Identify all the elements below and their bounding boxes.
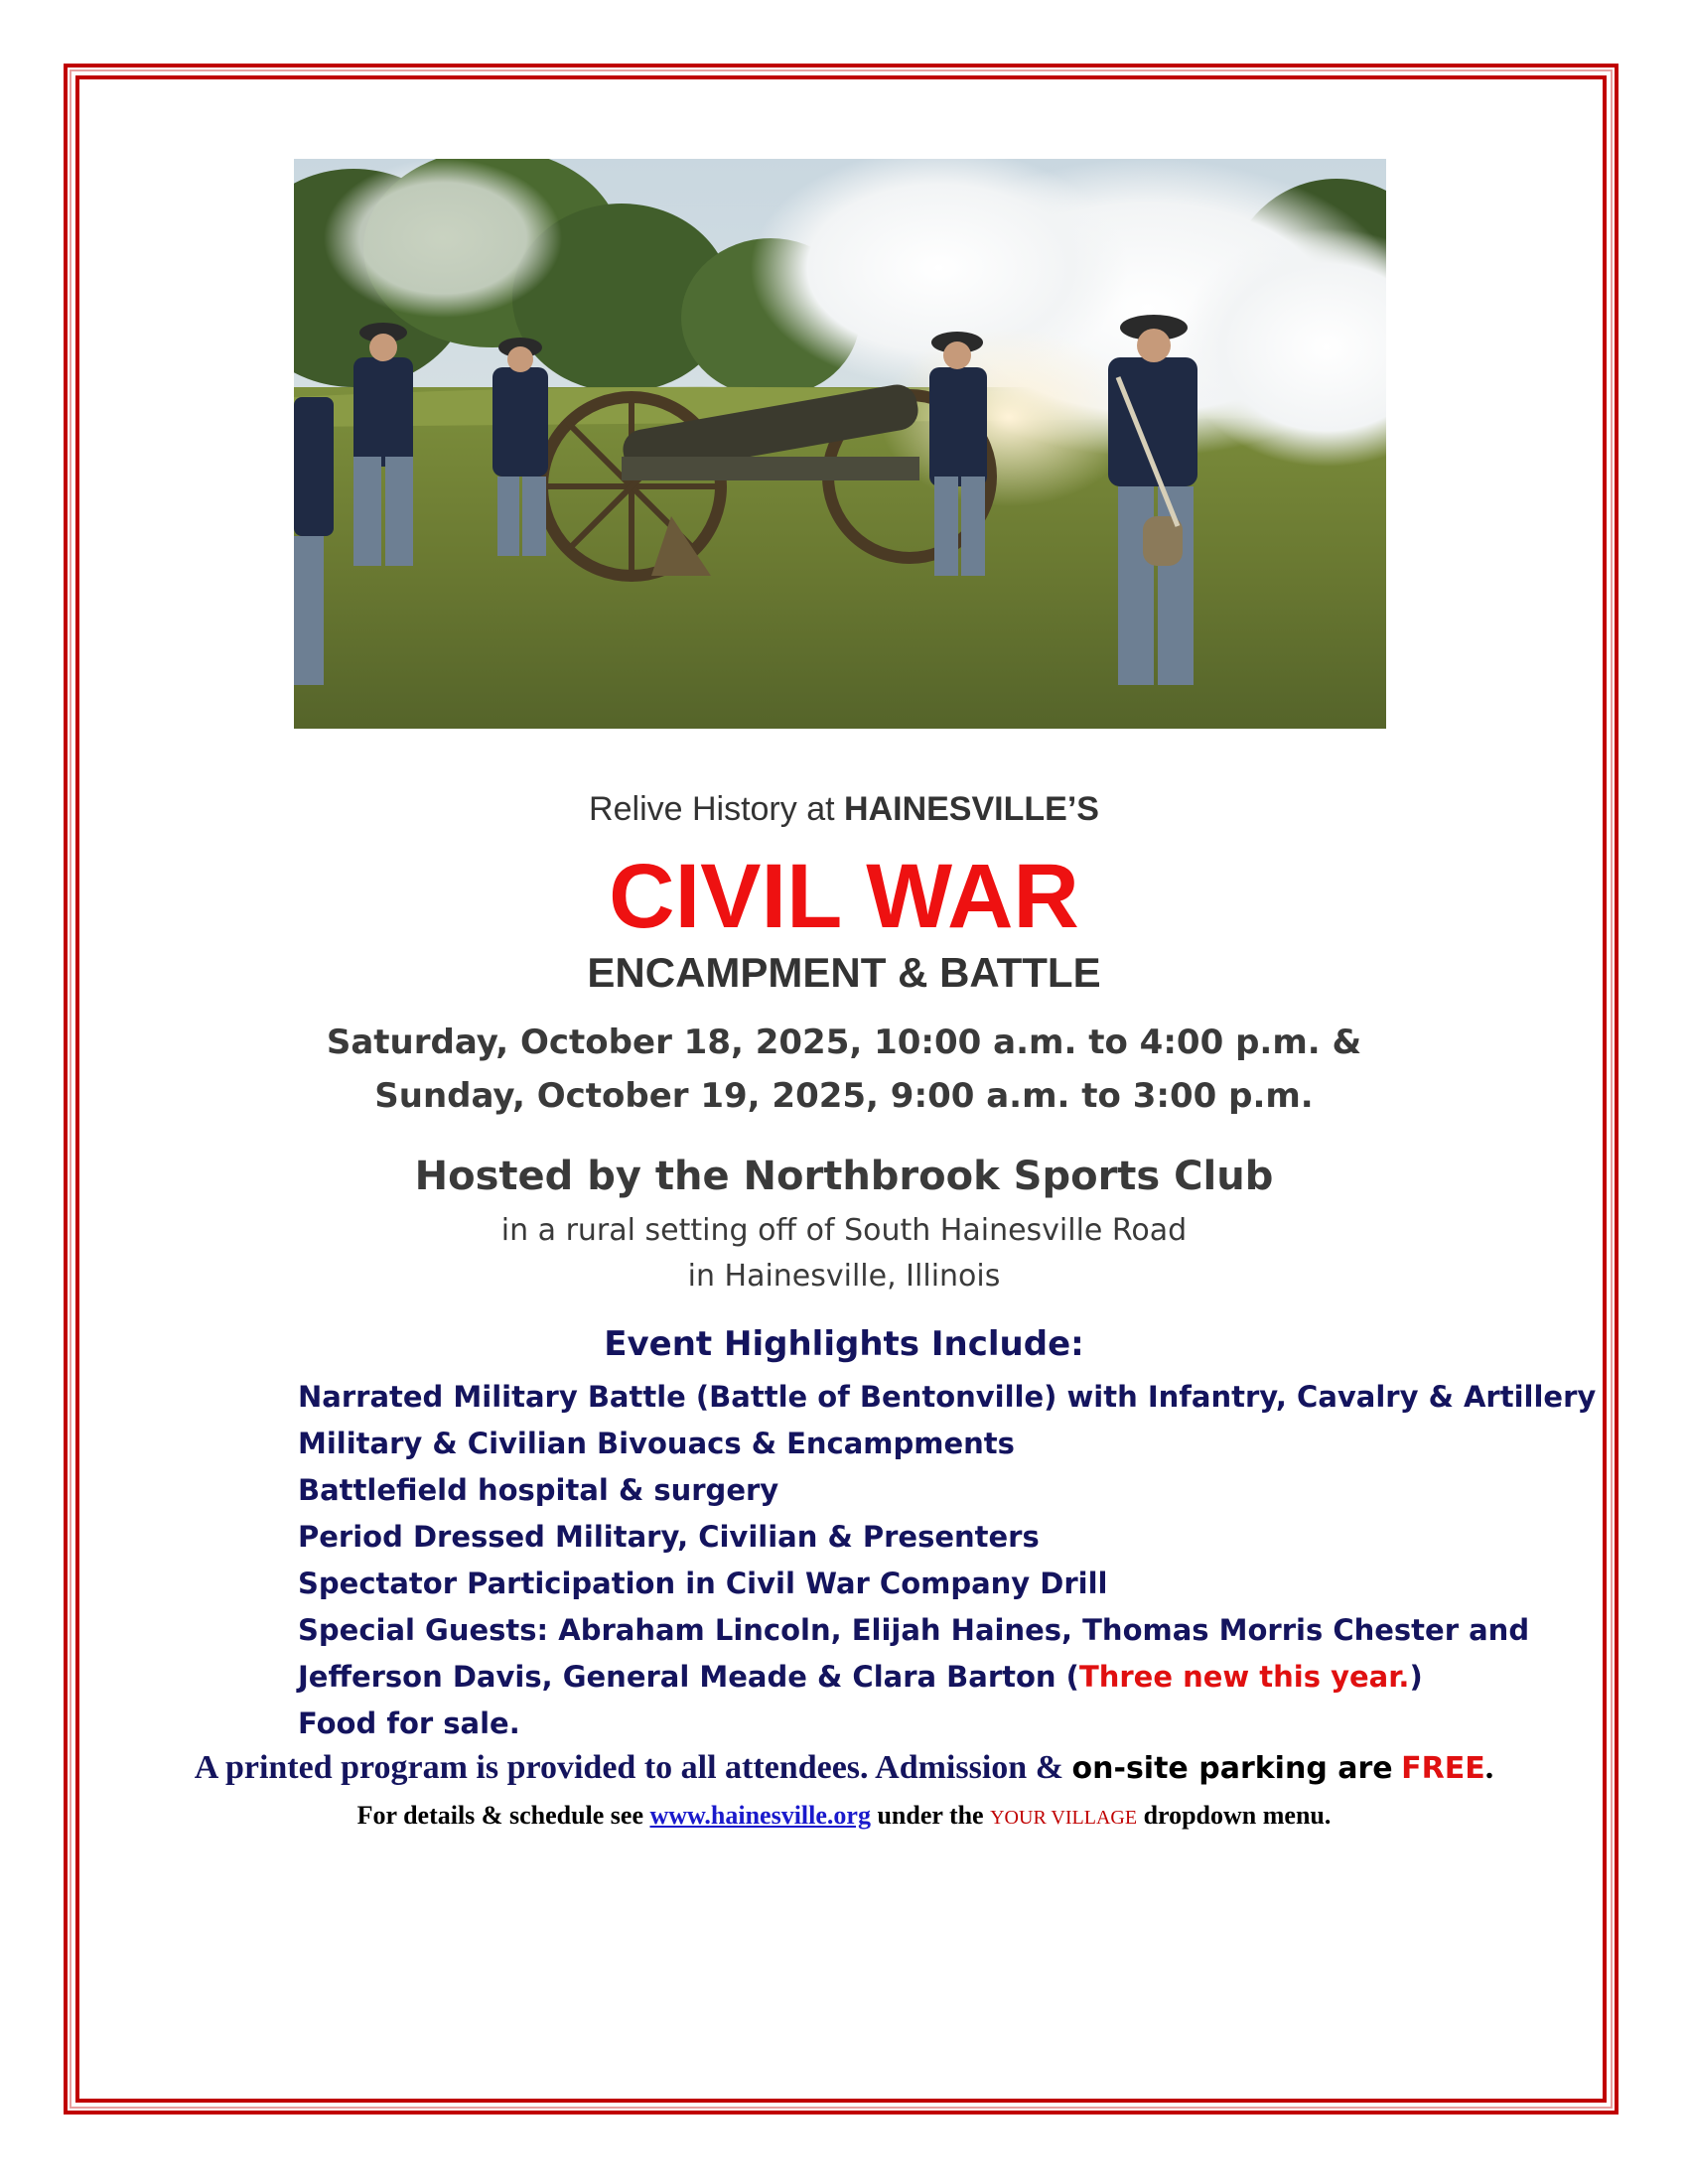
- highlights-title: Event Highlights Include:: [604, 1324, 1084, 1364]
- relive-history-line: [0, 790, 1688, 829]
- new-this-year-note: Three new this year.: [1078, 1660, 1410, 1694]
- date-saturday: Saturday, October 18, 2025, 10:00 a.m. to 4:00 p.m. &: [326, 1023, 1362, 1062]
- details-prefix: For details & schedule see: [356, 1801, 643, 1830]
- reenactment-photo: [294, 159, 1386, 729]
- details-line: [0, 1801, 1688, 1831]
- list-item: Spectator Participation in Civil War Company Drill: [298, 1567, 1108, 1600]
- admission-period: .: [1484, 1749, 1494, 1786]
- details-mid: under the: [877, 1801, 984, 1830]
- highlights-list: [298, 1374, 1596, 1747]
- parking-text: on-site parking are: [1071, 1751, 1393, 1786]
- admission-line: [0, 1749, 1688, 1787]
- list-item: Battlefield hospital & surgery: [298, 1473, 779, 1507]
- event-subtitle: ENCAMPMENT & BATTLE: [587, 949, 1101, 996]
- list-item-text: Jefferson Davis, General Meade & Clara Barton (: [298, 1660, 1079, 1694]
- host-line: Hosted by the Northbrook Sports Club: [414, 1154, 1274, 1199]
- list-item: Military & Civilian Bivouacs & Encampments: [298, 1427, 1015, 1460]
- relive-prefix: Relive History at: [589, 790, 835, 828]
- details-suffix: dropdown menu.: [1143, 1801, 1332, 1830]
- closing-paren: ): [1409, 1660, 1423, 1694]
- date-sunday: Sunday, October 19, 2025, 9:00 a.m. to 3:00 p.m.: [374, 1076, 1314, 1116]
- admission-text: A printed program is provided to all attendees. Admission &: [194, 1749, 1064, 1786]
- free-label: FREE: [1401, 1751, 1485, 1786]
- menu-name: YOUR VILLAGE: [990, 1807, 1138, 1829]
- website-link[interactable]: www.hainesville.org: [649, 1801, 871, 1830]
- list-item: [298, 1654, 1596, 1701]
- event-title: CIVIL WAR: [609, 846, 1079, 947]
- setting-line-1: in a rural setting off of South Hainesville Road: [500, 1213, 1188, 1248]
- list-item: Special Guests: Abraham Lincoln, Elijah Haines, Thomas Morris Chester and: [298, 1613, 1530, 1647]
- setting-line-2: in Hainesville, Illinois: [687, 1259, 1001, 1294]
- list-item: Period Dressed Military, Civilian & Presenters: [298, 1520, 1040, 1554]
- town-name: HAINESVILLE’S: [844, 790, 1099, 828]
- list-item: Food for sale.: [298, 1706, 520, 1740]
- list-item: Narrated Military Battle (Battle of Bentonville) with Infantry, Cavalry & Artillery: [298, 1380, 1597, 1414]
